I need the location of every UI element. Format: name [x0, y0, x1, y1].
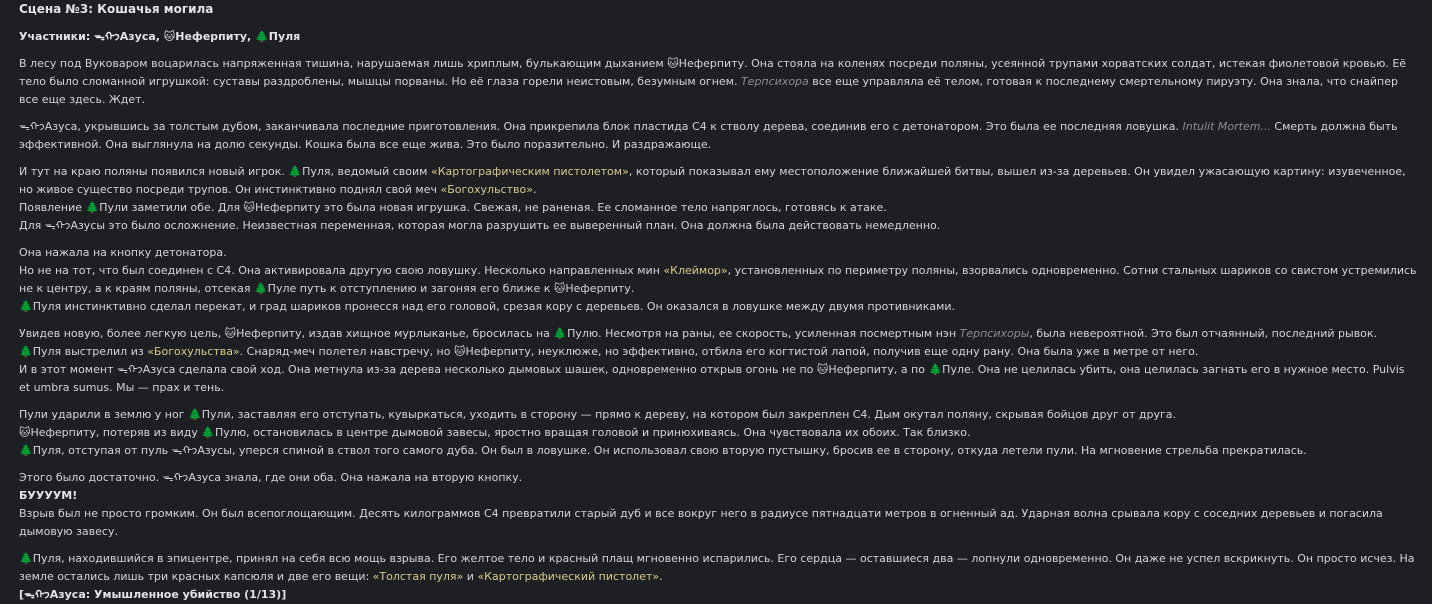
- story-line: [19, 586, 1418, 604]
- text-segment: , установленных по периметру поляны, взорвались одновременно. Сотни стальных шариков со свистом устремились не к центру, а к краям поляны, отсекая 🌲Пуле путь к отступлению и загоняя его ближе к 🐱Неферпиту.: [19, 264, 1417, 295]
- story-body: [19, 55, 1418, 604]
- story-line: [19, 424, 1418, 442]
- text-segment: Но не на тот, что был соединен с С4. Она активировала другую свою ловушку. Несколько направленных мин: [19, 264, 664, 277]
- story-paragraph: [19, 406, 1418, 460]
- text-segment: Этого было достаточно. ᯓᡣ𐭩Азуса знала, где они оба. Она нажала на вторую кнопку.: [19, 471, 523, 484]
- story-line: [19, 118, 1418, 154]
- text-segment: Взрыв был не просто громким. Он был всепоглощающим. Десять килограммов С4 превратили старый дуб и все вокруг него в радиусе пятнадцати метров в огненный ад. Ударная волна срывала кору с соседних деревьев и погасила дымовую завесу.: [19, 507, 1383, 538]
- story-paragraph: [19, 118, 1418, 154]
- text-segment: БУУУУМ!: [19, 489, 78, 502]
- text-segment: .: [532, 183, 537, 196]
- italic-term: Intulit Mortem...: [1182, 120, 1271, 133]
- story-line: [19, 550, 1418, 586]
- story-line: [19, 199, 1418, 217]
- story-line: [19, 487, 1418, 505]
- text-segment: .: [659, 570, 663, 583]
- text-segment: . Снаряд-меч полетел навстречу, но 🐱Неферпиту, неуклюже, но эффективно, отбила его когтистой лапой, получив еще одну рану. Она была уже в метре от него.: [239, 345, 1199, 358]
- text-segment: Смерть должна быть эффективной. Она выглянула на долю секунды. Кошка была все еще жива. Это было поразительно. И раздражающе.: [19, 120, 1398, 151]
- story-line: [19, 406, 1418, 424]
- story-paragraph: [19, 469, 1418, 541]
- text-segment: И в этот момент ᯓᡣ𐭩Азуса сделала свой ход. Она метнула из-за дерева несколько дымовых шашек, одновременно открыв огонь не по 🐱Неферпиту, а по 🌲Пуле. Она не целилась убить, она целилась загнать его в нужное место. Pulvis et umbra sumus. Мы — прах и тень.: [19, 363, 1405, 394]
- text-segment: И тут на краю поляны появился новый игрок. 🌲Пуля, ведомый своим: [19, 165, 431, 178]
- text-segment: , который показывал ему местоположение ближайшей битвы, вышел из-за деревьев. Он увидел ужасающую картину: изувеченное, но живое существо посреди трупов. Он инстинктивно поднял свой меч: [19, 165, 1406, 196]
- item-name: «Клеймор»: [663, 264, 728, 277]
- item-name: «Картографическим пистолетом»: [430, 165, 629, 178]
- scene-title: Сцена №3: Кошачья могила: [19, 2, 214, 16]
- text-segment: Пули ударили в землю у ног 🌲Пули, заставляя его отступать, кувыркаться, уходить в сторону — прямо к дереву, на котором был закреплен С4. Дым окутал поляну, скрывая бойцов друг от друга.: [19, 408, 1177, 421]
- story-paragraph: [19, 325, 1418, 397]
- text-segment: Она нажала на кнопку детонатора.: [19, 246, 227, 259]
- story-paragraph: [19, 550, 1418, 604]
- story-line: [19, 217, 1418, 235]
- italic-term: Терпсихоры: [959, 327, 1030, 340]
- story-line: [19, 163, 1418, 199]
- text-segment: и: [463, 570, 478, 583]
- text-segment: все еще управляла её телом, готовая к последнему смертельному пируэту. Она знала, что снайпер все еще здесь. Ждет.: [19, 75, 1398, 106]
- story-line: [19, 298, 1418, 316]
- text-segment: Для ᯓᡣ𐭩Азусы это было осложнение. Неизвестная переменная, которая могла разрушить ее выверенный план. Она должна была действовать немедленно.: [19, 219, 941, 232]
- story-line: [19, 262, 1418, 298]
- participants-line: Участники: ᯓᡣ𐭩Азуса, 🐱Неферпиту, 🌲Пуля: [19, 30, 301, 43]
- story-line: [19, 55, 1418, 109]
- story-line: [19, 442, 1418, 460]
- story-line: [19, 343, 1418, 361]
- text-segment: 🌲Пуля, отступая от пуль ᯓᡣ𐭩Азусы, уперся спиной в ствол того самого дуба. Он был в ловушке. Он использовал свою вторую пустышку, бросив ее в сторону, откуда летели пули. На мгновение стрельба прекратилась.: [19, 444, 1307, 457]
- italic-term: Терпсихора: [740, 75, 809, 88]
- story-paragraph: [19, 244, 1418, 316]
- story-line: [19, 469, 1418, 487]
- item-name: «Картографический пистолет»: [477, 570, 660, 583]
- text-segment: 🌲Пуля выстрелил из: [19, 345, 148, 358]
- story-paragraph: [19, 55, 1418, 109]
- text-segment: 🌲Пуля, находившийся в эпицентре, принял на себя всю мощь взрыва. Его желтое тело и красный плащ мгновенно испарились. Его сердца — оставшиеся два — лопнули одновременно. Он даже не успел вскрикнуть. Он просто исчез. На земле остались лишь три красных капсюля и две его вещи:: [19, 552, 1415, 583]
- text-segment: ᯓᡣ𐭩Азуса, укрывшись за толстым дубом, заканчивала последние приготовления. Она прикрепила блок пластида С4 к стволу дерева, соединив его с детонатором. Это была ее последняя ловушка.: [19, 120, 1183, 133]
- item-name: «Богохульство»: [440, 183, 533, 196]
- story-paragraph: [19, 163, 1418, 235]
- text-segment: Увидев новую, более легкую цель, 🐱Неферпиту, издав хищное мурлыканье, бросилась на 🌲Пулю. Несмотря на раны, ее скорость, усиленная посмертным нэн: [19, 327, 960, 340]
- text-segment: , была невероятной. Это был отчаянный, последний рывок.: [1029, 327, 1378, 340]
- item-name: «Богохульства»: [147, 345, 240, 358]
- text-segment: 🌲Пуля инстинктивно сделал перекат, и град шариков пронесся над его головой, срезая кору с деревьев. Он оказался в ловушке между двумя противниками.: [19, 300, 956, 313]
- story-line: [19, 505, 1418, 541]
- text-segment: В лесу под Вуковаром воцарилась напряженная тишина, нарушаемая лишь хриплым, булькающим дыханием 🐱Неферпиту. Она стояла на коленях посреди поляны, усеянной трупами хорватских солдат, истекая фиолетовой кровью. Её тело было сломанной игрушкой: суставы раздроблены, мышцы порваны. Но её глаза горели неистовым, безумным огнем.: [19, 57, 1407, 88]
- text-segment: 🐱Неферпиту, потеряв из виду 🌲Пулю, остановилась в центре дымовой завесы, яростно вращая головой и принюхиваясь. Она чувствовала их обоих. Так близко.: [19, 426, 971, 439]
- story-line: [19, 244, 1418, 262]
- text-segment: Появление 🌲Пули заметили обе. Для 🐱Неферпиту это была новая игрушка. Свежая, не раненая. Ее сломанное тело напряглось, готовясь к атаке.: [19, 201, 887, 214]
- story-line: [19, 361, 1418, 397]
- story-line: [19, 325, 1418, 343]
- item-name: «Толстая пуля»: [372, 570, 464, 583]
- text-segment: [ᯓᡣ𐭩Азуса: Умышленное убийство (1/13)]: [19, 588, 287, 601]
